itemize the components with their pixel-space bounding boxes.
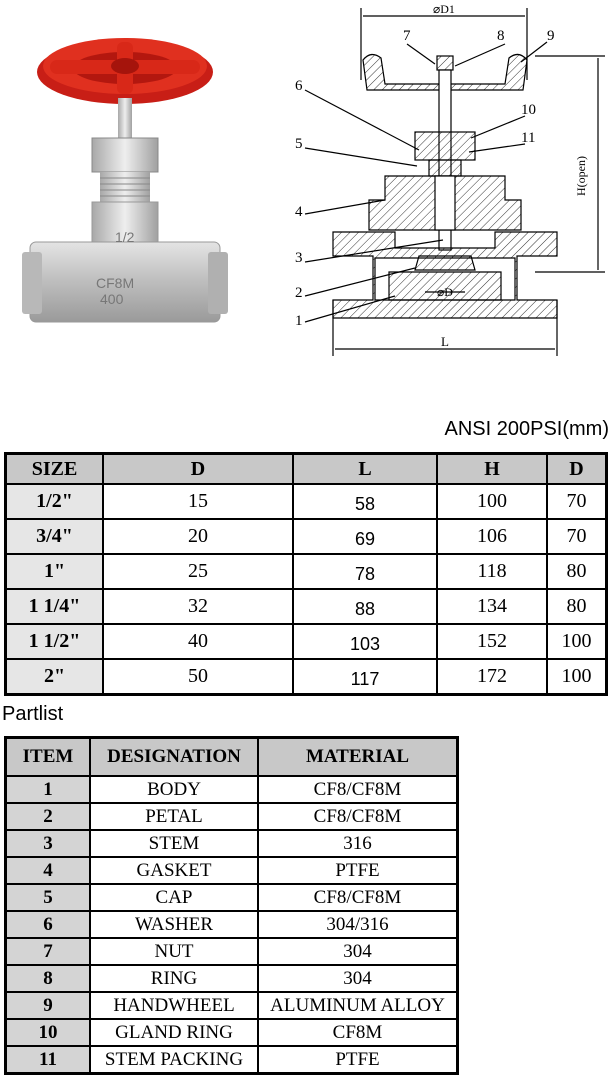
header-d: D: [103, 454, 293, 485]
material-cell: ALUMINUM ALLOY: [258, 992, 458, 1019]
table-row: [6, 884, 458, 911]
table-row: [6, 519, 607, 554]
item-cell: 2: [6, 803, 91, 830]
d2-cell: 70: [547, 484, 607, 519]
size-cell: 1 1/4": [6, 589, 104, 624]
photo-marking-material: CF8M: [96, 275, 135, 291]
designation-cell: PETAL: [90, 803, 258, 830]
table-row: [6, 992, 458, 1019]
callout-2: 2: [295, 285, 303, 301]
material-cell: CF8/CF8M: [258, 776, 458, 803]
material-cell: 304: [258, 965, 458, 992]
l-cell: 117: [293, 659, 437, 695]
h-cell: 152: [437, 624, 547, 659]
h-cell: 100: [437, 484, 547, 519]
header-d2: D: [547, 454, 607, 485]
h-cell: 106: [437, 519, 547, 554]
designation-cell: CAP: [90, 884, 258, 911]
d-cell: 50: [103, 659, 293, 695]
item-cell: 4: [6, 857, 91, 884]
material-cell: CF8/CF8M: [258, 803, 458, 830]
callout-9: 9: [547, 28, 555, 44]
item-cell: 9: [6, 992, 91, 1019]
callout-1: 1: [295, 313, 303, 329]
item-cell: 6: [6, 911, 91, 938]
parts-table: [4, 736, 459, 1075]
table-row: [6, 589, 607, 624]
designation-cell: GLAND RING: [90, 1019, 258, 1046]
h-cell: 172: [437, 659, 547, 695]
d2-cell: 70: [547, 519, 607, 554]
size-cell: 1/2": [6, 484, 104, 519]
item-cell: 7: [6, 938, 91, 965]
material-cell: CF8/CF8M: [258, 884, 458, 911]
item-cell: 3: [6, 830, 91, 857]
material-cell: PTFE: [258, 857, 458, 884]
table-row: [6, 659, 607, 695]
h-cell: 118: [437, 554, 547, 589]
material-cell: 304/316: [258, 911, 458, 938]
table-row: [6, 1019, 458, 1046]
callout-10: 10: [521, 102, 536, 118]
designation-cell: NUT: [90, 938, 258, 965]
designation-cell: STEM PACKING: [90, 1046, 258, 1074]
table-row: [6, 624, 607, 659]
designation-cell: GASKET: [90, 857, 258, 884]
callout-5: 5: [295, 136, 303, 152]
callout-6: 6: [295, 78, 303, 94]
callout-7: 7: [403, 28, 411, 44]
designation-cell: WASHER: [90, 911, 258, 938]
dimension-l-label: L: [441, 334, 449, 349]
l-cell: 69: [293, 519, 437, 554]
dimensions-caption: ANSI 200PSI(mm): [444, 418, 609, 440]
l-cell: 58: [293, 484, 437, 519]
dimensions-header-row: [6, 454, 607, 485]
designation-cell: STEM: [90, 830, 258, 857]
item-cell: 8: [6, 965, 91, 992]
size-cell: 1 1/2": [6, 624, 104, 659]
d2-cell: 80: [547, 589, 607, 624]
designation-cell: HANDWHEEL: [90, 992, 258, 1019]
item-cell: 1: [6, 776, 91, 803]
valve-photo: [20, 20, 230, 340]
callout-3: 3: [295, 250, 303, 266]
partlist-caption: Partlist: [2, 703, 64, 725]
handwheel-red: [37, 38, 213, 104]
photo-marking-rating: 400: [100, 291, 124, 307]
header-material: MATERIAL: [258, 738, 458, 777]
size-cell: 2": [6, 659, 104, 695]
table-row: [6, 1046, 458, 1074]
designation-cell: BODY: [90, 776, 258, 803]
item-cell: 10: [6, 1019, 91, 1046]
table-row: [6, 830, 458, 857]
valve-section-drawing: [285, 0, 613, 365]
d2-cell: 80: [547, 554, 607, 589]
photo-marking-size: 1/2: [115, 229, 135, 245]
table-row: [6, 803, 458, 830]
d-cell: 20: [103, 519, 293, 554]
d-cell: 25: [103, 554, 293, 589]
header-h: H: [437, 454, 547, 485]
material-cell: CF8M: [258, 1019, 458, 1046]
l-cell: 78: [293, 554, 437, 589]
callout-11: 11: [521, 130, 536, 146]
d-cell: 32: [103, 589, 293, 624]
parts-header-row: [6, 738, 458, 777]
designation-cell: RING: [90, 965, 258, 992]
table-row: [6, 938, 458, 965]
material-cell: 316: [258, 830, 458, 857]
l-cell: 103: [293, 624, 437, 659]
d2-cell: 100: [547, 624, 607, 659]
d-cell: 15: [103, 484, 293, 519]
dimension-h-label: H(open): [574, 156, 588, 196]
header-designation: DESIGNATION: [90, 738, 258, 777]
h-cell: 134: [437, 589, 547, 624]
l-cell: 88: [293, 589, 437, 624]
header-size: SIZE: [6, 454, 104, 485]
size-cell: 3/4": [6, 519, 104, 554]
item-cell: 5: [6, 884, 91, 911]
dimensions-table: [4, 452, 608, 696]
item-cell: 11: [6, 1046, 91, 1074]
table-row: [6, 911, 458, 938]
d-cell: 40: [103, 624, 293, 659]
table-row: [6, 484, 607, 519]
dimension-d1-label: ⌀D1: [433, 2, 455, 16]
callout-4: 4: [295, 204, 303, 220]
d2-cell: 100: [547, 659, 607, 695]
header-item: ITEM: [6, 738, 91, 777]
table-row: [6, 965, 458, 992]
callout-8: 8: [497, 28, 505, 44]
size-cell: 1": [6, 554, 104, 589]
material-cell: PTFE: [258, 1046, 458, 1074]
table-row: [6, 554, 607, 589]
dimension-d-label: ⌀D: [437, 285, 453, 299]
table-row: [6, 776, 458, 803]
material-cell: 304: [258, 938, 458, 965]
header-l: L: [293, 454, 437, 485]
table-row: [6, 857, 458, 884]
